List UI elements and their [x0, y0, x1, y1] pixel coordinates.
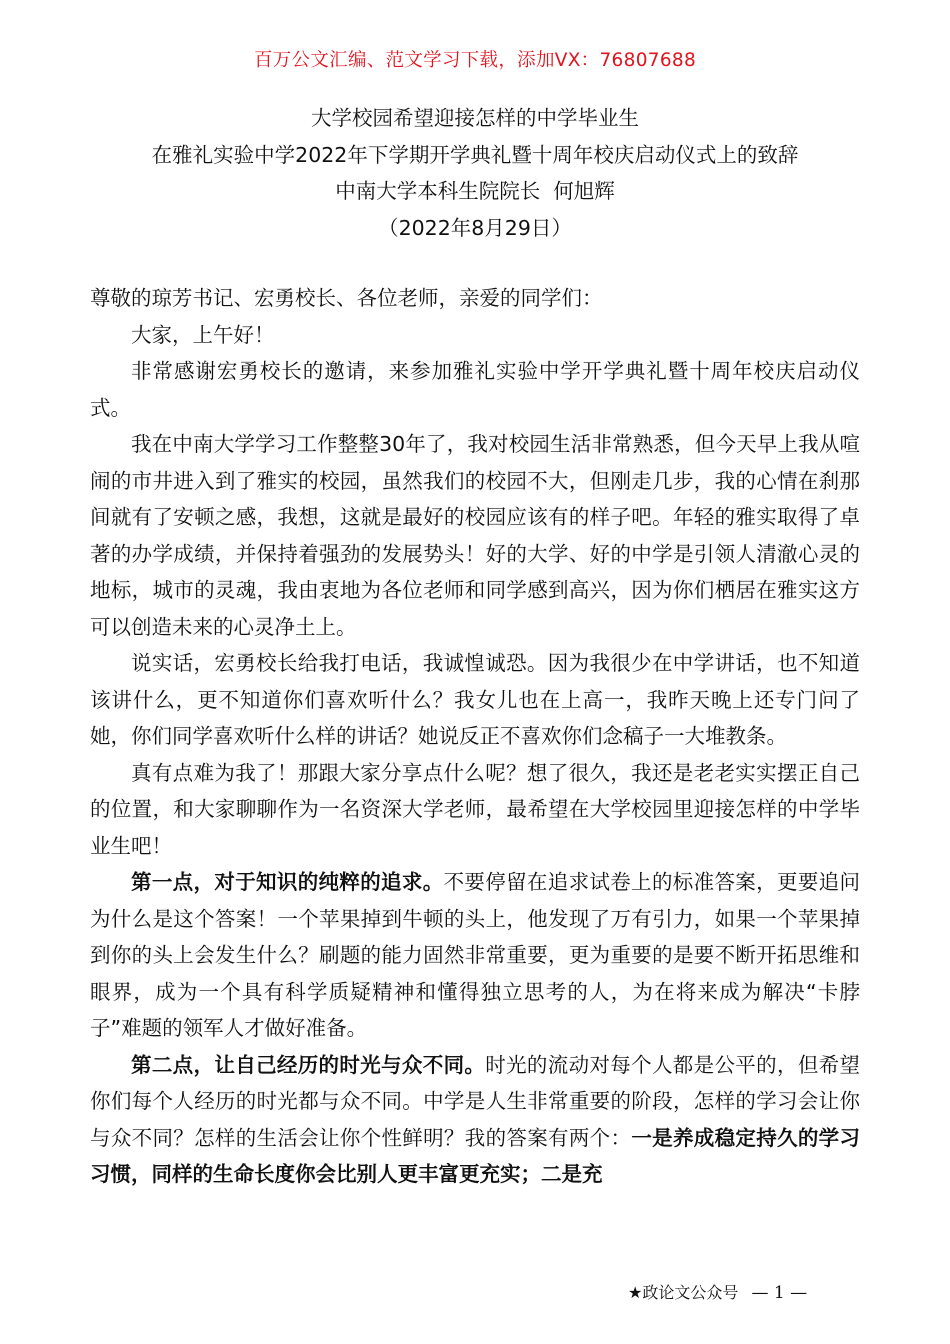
footer-source: ★政论文公众号 — [628, 1283, 739, 1302]
document-header — [0, 100, 950, 246]
point-2-answer: 一是养成稳定持久的学习习惯，同样的生命长度你会比别人更丰富更充实；二是充 — [90, 1125, 861, 1186]
watermark-banner: 百万公文汇编、范文学习下载，添加VX：76807688 — [253, 50, 697, 71]
paragraph-4: 真有点难为我了！那跟大家分享点什么呢？想了很久，我还是老老实实摆正自己的位置，和大家聊聊作为一名资深大学老师，最希望在大学校园里迎接怎样的中学毕业生吧！ — [90, 760, 860, 858]
paragraph-2: 我在中南大学学习工作整整30年了，我对校园生活非常熟悉，但今天早上我从喧闹的市井进入到了雅实的校园，虽然我们的校园不大，但刚走几步，我的心情在刹那间就有了安顿之感，我想，这就是最好的校园应该有的样子吧。年轻的雅实取得了卓著的办学成绩，并保持着强劲的发展势头！好的大学、好的中学是引领人清澈心灵的地标，城市的灵魂，我由衷地为各位老师和同学感到高兴，因为你们栖居在雅实这方可以创造未来的心灵净土上。 — [90, 432, 860, 639]
speech-date: （2022年8月29日） — [378, 215, 572, 240]
page-number: — 1 — — [751, 1283, 808, 1303]
point-1-heading: 第一点，对于知识的纯粹的追求。 — [131, 870, 444, 894]
page-footer — [628, 1280, 807, 1303]
point-1-text: 不要停留在追求试卷上的标准答案，更要追问为什么是这个答案！一个苹果掉到牛顿的头上，他发现了万有引力，如果一个苹果掉到你的头上会发生什么？刷题的能力固然非常重要，更为重要的是要不断开拓思维和眼界，成为一个具有科学质疑精神和懂得独立思考的人，为在将来成为解决“卡脖子”难题的领军人才做好准备。 — [90, 870, 861, 1040]
paragraph-3: 说实话，宏勇校长给我打电话，我诚惶诚恐。因为我很少在中学讲话，也不知道该讲什么，更不知道你们喜欢听什么？我女儿也在上高一，我昨天晚上还专门问了她，你们同学喜欢听什么样的讲话？她说反正不喜欢你们念稿子一大堆教条。 — [90, 651, 860, 748]
salutation: 尊敬的琼芳书记、宏勇校长、各位老师，亲爱的同学们： — [90, 286, 603, 310]
paragraph-point-1 — [90, 864, 860, 1047]
point-2-text: 时光的流动对每个人都是公平的，但希望你们每个人经历的时光都与众不同。中学是人生非常重要的阶段，怎样的学习会让你与众不同？怎样的生活会让你个性鲜明？我的答案有两个： — [90, 1052, 860, 1150]
greeting: 大家，上午好！ — [131, 322, 275, 347]
paragraph-1: 非常感谢宏勇校长的邀请，来参加雅礼实验中学开学典礼暨十周年校庆启动仪式。 — [90, 359, 860, 420]
document-subtitle: 在雅礼实验中学2022年下学期开学典礼暨十周年校庆启动仪式上的致辞 — [151, 142, 799, 167]
speaker-line: 中南大学本科生院院长 何旭辉 — [335, 179, 615, 203]
document-body — [90, 280, 860, 1193]
document-title: 大学校园希望迎接怎样的中学毕业生 — [311, 106, 639, 130]
point-2-heading: 第二点，让自己经历的时光与众不同。 — [131, 1052, 486, 1077]
paragraph-point-2 — [90, 1047, 860, 1193]
